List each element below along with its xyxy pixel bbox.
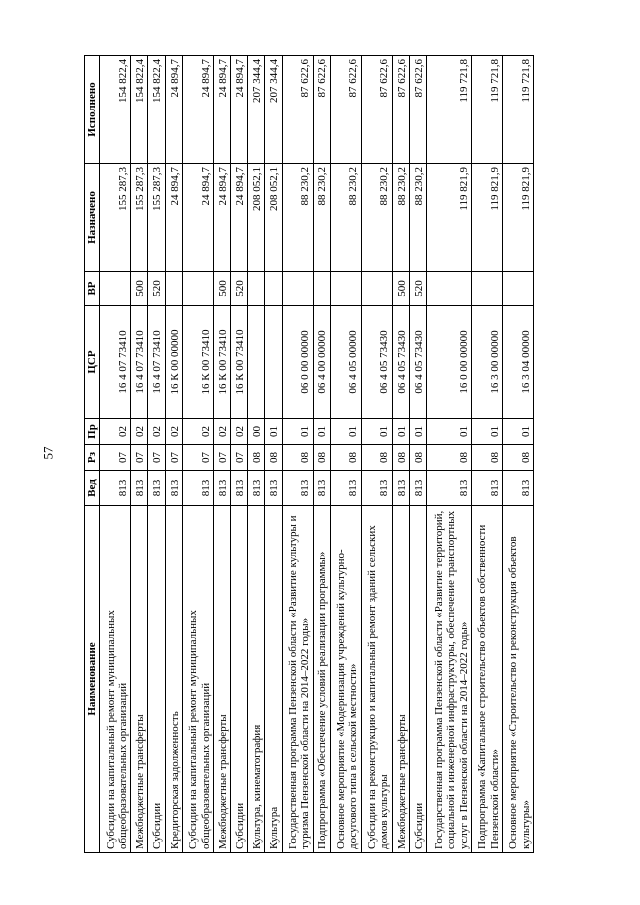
row-ved: 813 — [265, 471, 282, 506]
row-executed: 154 822,4 — [148, 56, 165, 164]
column-header: Пр — [85, 419, 100, 445]
row-assigned: 24 894,7 — [165, 164, 182, 272]
table-row — [502, 56, 533, 853]
row-vr — [471, 272, 502, 306]
row-rz: 08 — [392, 445, 409, 471]
column-header: Исполнено — [85, 56, 100, 164]
row-rz: 07 — [182, 445, 213, 471]
row-pr: 01 — [409, 419, 426, 445]
row-vr: 500 — [131, 272, 148, 306]
page-number — [38, 0, 58, 905]
row-executed: 119 721,8 — [502, 56, 533, 164]
row-ved: 813 — [213, 471, 230, 506]
row-name: Культура, кинематография — [248, 506, 265, 853]
row-csr: 16 0 00 00000 — [427, 306, 472, 419]
budget-table — [84, 55, 534, 853]
row-executed: 87 622,6 — [282, 56, 313, 164]
row-csr — [248, 306, 265, 419]
row-vr — [100, 272, 131, 306]
row-csr: 16 4 07 73410 — [100, 306, 131, 419]
row-rz: 07 — [165, 445, 182, 471]
row-csr: 16 К 00 73410 — [182, 306, 213, 419]
row-rz: 08 — [427, 445, 472, 471]
row-name: Субсидии на капитальный ремонт муниципальных общеобразовательных организаций — [182, 506, 213, 853]
row-executed: 87 622,6 — [330, 56, 361, 164]
row-ved: 813 — [502, 471, 533, 506]
row-assigned: 155 287,3 — [100, 164, 131, 272]
row-executed: 24 894,7 — [231, 56, 248, 164]
table-row — [131, 56, 148, 853]
row-assigned: 88 230,2 — [409, 164, 426, 272]
row-name: Государственная программа Пензенской области «Развитие территорий, социальной и инженерной инфраструктуры, обеспечение транспортных услуг в Пензенской области на 2014–2022 годы» — [427, 506, 472, 853]
row-vr — [265, 272, 282, 306]
row-csr — [265, 306, 282, 419]
row-assigned: 119 821,9 — [502, 164, 533, 272]
row-executed: 24 894,7 — [213, 56, 230, 164]
table-row — [427, 56, 472, 853]
row-ved: 813 — [282, 471, 313, 506]
row-assigned: 155 287,3 — [131, 164, 148, 272]
row-csr: 06 4 05 00000 — [330, 306, 361, 419]
row-name: Межбюджетные трансферты — [213, 506, 230, 853]
table-row — [361, 56, 392, 853]
row-rz: 08 — [313, 445, 330, 471]
row-vr — [182, 272, 213, 306]
row-executed: 207 344,4 — [265, 56, 282, 164]
row-rz: 08 — [471, 445, 502, 471]
row-pr: 01 — [502, 419, 533, 445]
row-ved: 813 — [330, 471, 361, 506]
row-pr: 01 — [392, 419, 409, 445]
table-row — [213, 56, 230, 853]
row-vr: 520 — [231, 272, 248, 306]
table-header-row — [85, 56, 100, 853]
row-name: Субсидии — [148, 506, 165, 853]
row-ved: 813 — [182, 471, 213, 506]
row-name: Субсидии на реконструкцию и капитальный ремонт зданий сельских домов культуры — [361, 506, 392, 853]
row-pr: 02 — [148, 419, 165, 445]
row-executed: 154 822,4 — [131, 56, 148, 164]
row-csr: 06 4 05 73430 — [409, 306, 426, 419]
table-row — [313, 56, 330, 853]
row-csr: 06 4 05 73430 — [392, 306, 409, 419]
row-executed: 87 622,6 — [409, 56, 426, 164]
row-vr: 500 — [213, 272, 230, 306]
page-number-text: 57 — [40, 446, 55, 459]
row-ved: 813 — [165, 471, 182, 506]
row-name: Основное мероприятие «Модернизация учреждений культурно-досугового типа в сельской местности» — [330, 506, 361, 853]
row-ved: 813 — [427, 471, 472, 506]
row-csr: 16 К 00 00000 — [165, 306, 182, 419]
row-vr: 520 — [148, 272, 165, 306]
row-rz: 08 — [282, 445, 313, 471]
row-assigned: 208 052,1 — [265, 164, 282, 272]
table-row — [392, 56, 409, 853]
row-name: Субсидии на капитальный ремонт муниципальных общеобразовательных организаций — [100, 506, 131, 853]
column-header: Назначено — [85, 164, 100, 272]
row-pr: 02 — [231, 419, 248, 445]
row-vr — [502, 272, 533, 306]
column-header: Рз — [85, 445, 100, 471]
row-name: Межбюджетные трансферты — [392, 506, 409, 853]
row-ved: 813 — [471, 471, 502, 506]
column-header: Наименование — [85, 506, 100, 853]
row-name: Государственная программа Пензенской области «Развитие культуры и туризма Пензенской области на 2014–2022 годы» — [282, 506, 313, 853]
row-ved: 813 — [313, 471, 330, 506]
row-executed: 87 622,6 — [313, 56, 330, 164]
table-row — [265, 56, 282, 853]
row-assigned: 24 894,7 — [213, 164, 230, 272]
row-ved: 813 — [148, 471, 165, 506]
row-executed: 24 894,7 — [165, 56, 182, 164]
row-csr: 06 4 00 00000 — [313, 306, 330, 419]
row-csr: 16 4 07 73410 — [148, 306, 165, 419]
row-csr: 16 К 00 73410 — [213, 306, 230, 419]
row-ved: 813 — [361, 471, 392, 506]
row-assigned: 88 230,2 — [282, 164, 313, 272]
row-assigned: 88 230,2 — [313, 164, 330, 272]
row-assigned: 88 230,2 — [361, 164, 392, 272]
row-assigned: 208 052,1 — [248, 164, 265, 272]
row-assigned: 24 894,7 — [182, 164, 213, 272]
row-assigned: 119 821,9 — [427, 164, 472, 272]
row-csr: 16 3 00 00000 — [471, 306, 502, 419]
row-ved: 813 — [392, 471, 409, 506]
row-name: Подпрограмма «Капитальное строительство объектов собственности Пензенской области» — [471, 506, 502, 853]
row-ved: 813 — [131, 471, 148, 506]
row-assigned: 24 894,7 — [231, 164, 248, 272]
row-pr: 01 — [313, 419, 330, 445]
row-assigned: 88 230,2 — [392, 164, 409, 272]
row-rz: 08 — [330, 445, 361, 471]
row-executed: 87 622,6 — [361, 56, 392, 164]
row-vr — [248, 272, 265, 306]
row-rz: 07 — [131, 445, 148, 471]
row-executed: 87 622,6 — [392, 56, 409, 164]
row-pr: 02 — [100, 419, 131, 445]
row-pr: 01 — [330, 419, 361, 445]
row-rz: 08 — [265, 445, 282, 471]
row-ved: 813 — [231, 471, 248, 506]
row-executed: 207 344,4 — [248, 56, 265, 164]
row-executed: 119 721,8 — [427, 56, 472, 164]
table-row — [248, 56, 265, 853]
table-row — [330, 56, 361, 853]
table-row — [471, 56, 502, 853]
row-csr: 16 3 04 00000 — [502, 306, 533, 419]
row-vr: 520 — [409, 272, 426, 306]
row-assigned: 88 230,2 — [330, 164, 361, 272]
row-pr: 01 — [427, 419, 472, 445]
table-row — [165, 56, 182, 853]
row-rz: 07 — [231, 445, 248, 471]
row-pr: 01 — [471, 419, 502, 445]
row-name: Субсидии — [231, 506, 248, 853]
row-vr — [427, 272, 472, 306]
row-ved: 813 — [100, 471, 131, 506]
row-vr — [165, 272, 182, 306]
row-name: Межбюджетные трансферты — [131, 506, 148, 853]
table-row — [231, 56, 248, 853]
row-pr: 02 — [131, 419, 148, 445]
row-pr: 02 — [182, 419, 213, 445]
row-rz: 08 — [502, 445, 533, 471]
row-ved: 813 — [409, 471, 426, 506]
row-ved: 813 — [248, 471, 265, 506]
row-name: Субсидии — [409, 506, 426, 853]
row-vr — [313, 272, 330, 306]
row-csr: 16 4 07 73410 — [131, 306, 148, 419]
row-name: Культура — [265, 506, 282, 853]
row-csr: 16 К 00 73410 — [231, 306, 248, 419]
row-name: Основное мероприятие «Строительство и реконструкция объектов культуры» — [502, 506, 533, 853]
row-csr: 06 4 05 73430 — [361, 306, 392, 419]
row-csr: 06 0 00 00000 — [282, 306, 313, 419]
row-rz: 07 — [213, 445, 230, 471]
column-header: Вед — [85, 471, 100, 506]
row-executed: 119 721,8 — [471, 56, 502, 164]
row-assigned: 155 287,3 — [148, 164, 165, 272]
column-header: ЦСР — [85, 306, 100, 419]
row-vr — [361, 272, 392, 306]
row-name: Кредиторская задолженность — [165, 506, 182, 853]
row-pr: 00 — [248, 419, 265, 445]
table-row — [100, 56, 131, 853]
row-name: Подпрограмма «Обеспечение условий реализации программы» — [313, 506, 330, 853]
row-pr: 01 — [282, 419, 313, 445]
row-executed: 154 822,4 — [100, 56, 131, 164]
row-vr — [282, 272, 313, 306]
table-row — [182, 56, 213, 853]
row-pr: 01 — [265, 419, 282, 445]
row-vr: 500 — [392, 272, 409, 306]
row-rz: 07 — [148, 445, 165, 471]
row-executed: 24 894,7 — [182, 56, 213, 164]
table-row — [282, 56, 313, 853]
row-rz: 08 — [409, 445, 426, 471]
row-pr: 02 — [165, 419, 182, 445]
row-pr: 02 — [213, 419, 230, 445]
table-row — [148, 56, 165, 853]
row-vr — [330, 272, 361, 306]
rotated-table-frame — [84, 56, 534, 853]
row-rz: 08 — [361, 445, 392, 471]
row-assigned: 119 821,9 — [471, 164, 502, 272]
row-rz: 07 — [100, 445, 131, 471]
column-header: ВР — [85, 272, 100, 306]
table-row — [409, 56, 426, 853]
row-rz: 08 — [248, 445, 265, 471]
row-pr: 01 — [361, 419, 392, 445]
